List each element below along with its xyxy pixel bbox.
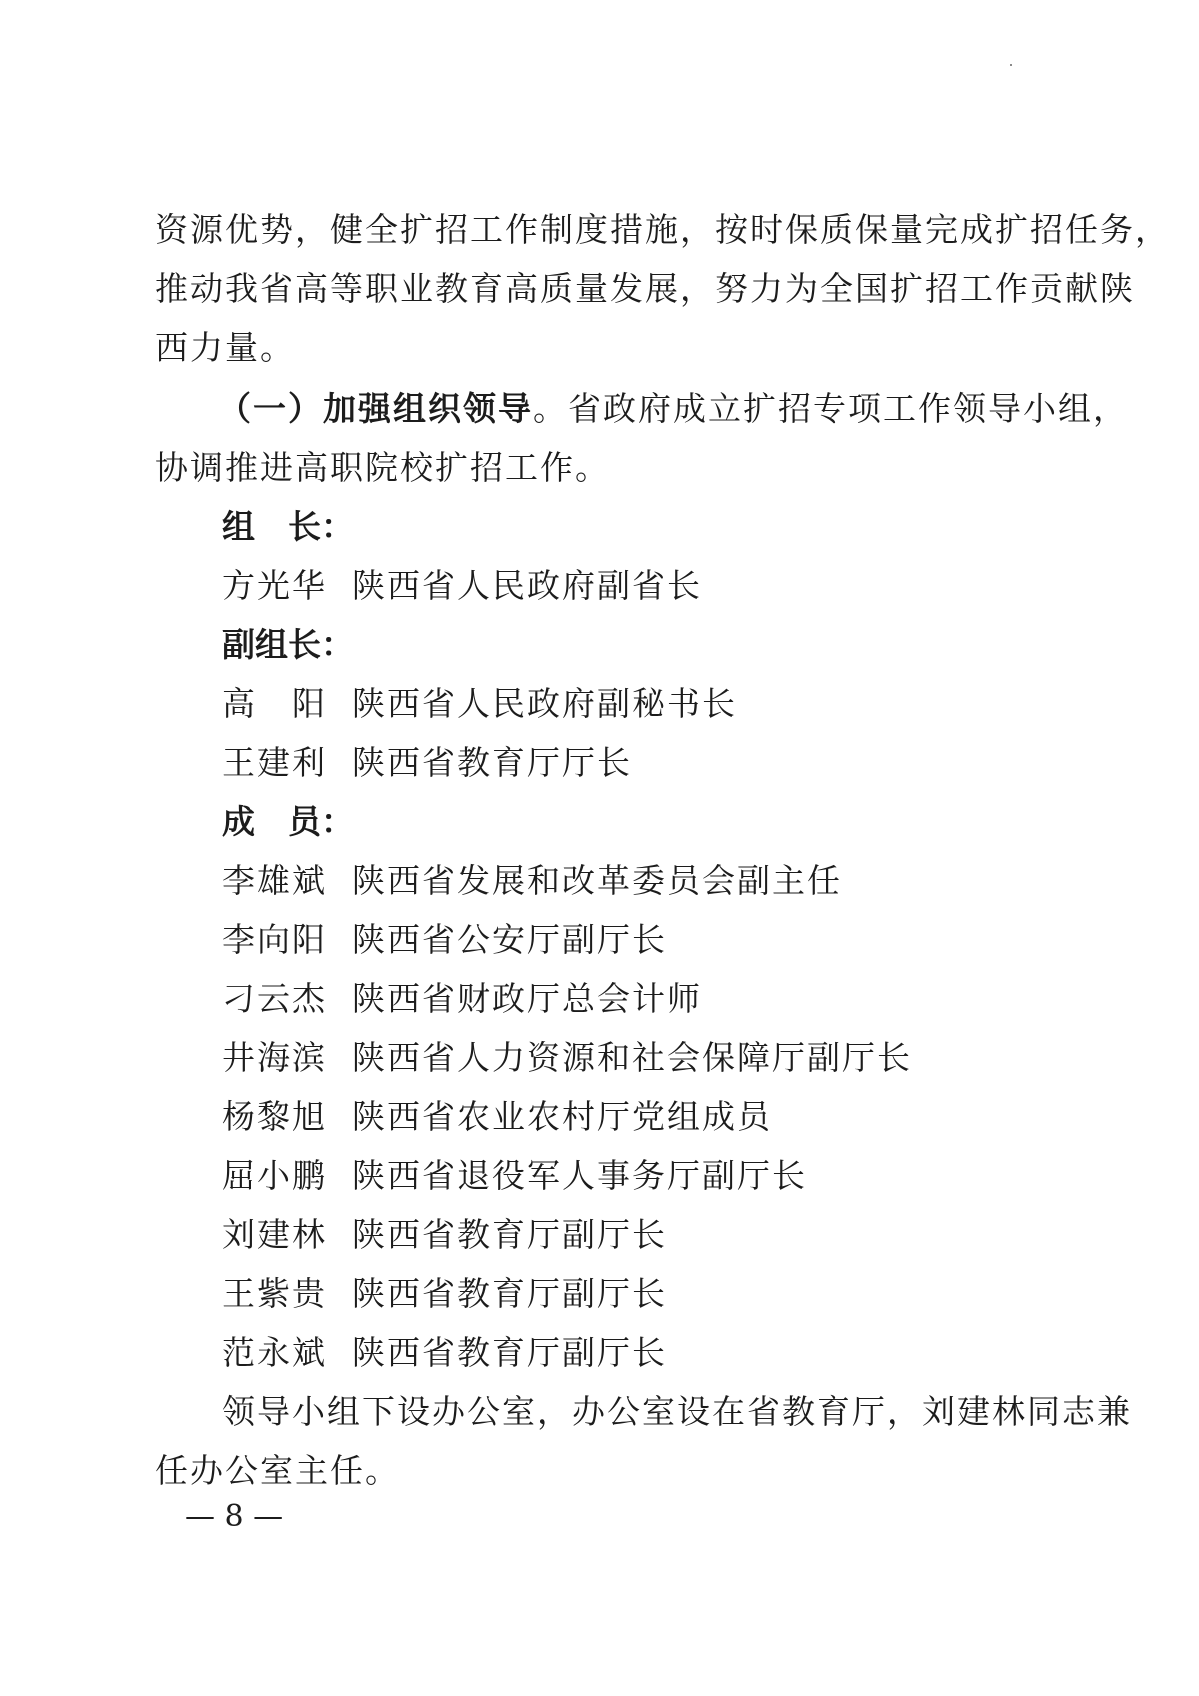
member-row <box>222 1038 912 1078</box>
member-row <box>222 861 842 901</box>
member-name: 刘建林 <box>222 1215 327 1254</box>
page-number: — 8 — <box>185 1499 284 1534</box>
member-row <box>222 979 702 1019</box>
member-name: 李雄斌 <box>222 861 327 900</box>
member-row <box>222 1097 772 1137</box>
member-row <box>222 920 667 960</box>
member-row <box>222 1333 667 1373</box>
deputy-title: 陕西省人民政府副秘书长 <box>352 684 737 723</box>
member-title: 陕西省教育厅副厅长 <box>352 1274 667 1313</box>
leader-name: 方光华 <box>222 566 327 605</box>
deputy-name: 王建利 <box>222 743 327 782</box>
member-name: 井海滨 <box>222 1038 327 1077</box>
member-name: 范永斌 <box>222 1333 327 1372</box>
section-heading-line <box>218 389 1128 429</box>
member-name: 王紫贵 <box>222 1274 327 1313</box>
member-row <box>222 1274 667 1314</box>
member-row <box>222 1215 667 1255</box>
member-title: 陕西省退役军人事务厅副厅长 <box>352 1156 807 1195</box>
member-title: 陕西省发展和改革委员会副主任 <box>352 861 842 900</box>
members-label: 成 员： <box>222 802 354 841</box>
paragraph-line-1: 资源优势，健全扩招工作制度措施，按时保质保量完成扩招任务， <box>155 210 1170 249</box>
paragraph-line-2: 推动我省高等职业教育高质量发展，努力为全国扩招工作贡献陕 <box>155 269 1135 308</box>
section-text-line-2: 协调推进高职院校扩招工作。 <box>155 448 610 487</box>
member-row <box>222 1156 807 1196</box>
member-name: 屈小鹏 <box>222 1156 327 1195</box>
member-name: 杨黎旭 <box>222 1097 327 1136</box>
member-name: 刁云杰 <box>222 979 327 1018</box>
section-text: 。省政府成立扩招专项工作领导小组， <box>533 389 1128 428</box>
member-title: 陕西省公安厅副厅长 <box>352 920 667 959</box>
office-line-2: 任办公室主任。 <box>155 1451 400 1490</box>
deputy-title: 陕西省教育厅厅长 <box>352 743 632 782</box>
member-title: 陕西省教育厅副厅长 <box>352 1215 667 1254</box>
member-name: 李向阳 <box>222 920 327 959</box>
leader-title: 陕西省人民政府副省长 <box>352 566 702 605</box>
section-heading: （一）加强组织领导 <box>218 389 533 428</box>
deputy-name: 高 阳 <box>222 684 327 723</box>
member-title: 陕西省教育厅副厅长 <box>352 1333 667 1372</box>
paragraph-line-3: 西力量。 <box>155 328 295 367</box>
member-title: 陕西省人力资源和社会保障厅副厅长 <box>352 1038 912 1077</box>
deputy-row <box>222 684 737 724</box>
member-title: 陕西省农业农村厅党组成员 <box>352 1097 772 1136</box>
member-title: 陕西省财政厅总会计师 <box>352 979 702 1018</box>
office-line-1: 领导小组下设办公室，办公室设在省教育厅，刘建林同志兼 <box>222 1392 1132 1431</box>
leader-row <box>222 566 702 606</box>
scan-speck <box>1010 64 1012 66</box>
deputy-row <box>222 743 632 783</box>
deputy-label: 副组长： <box>222 625 354 664</box>
leader-label: 组 长： <box>222 507 354 546</box>
